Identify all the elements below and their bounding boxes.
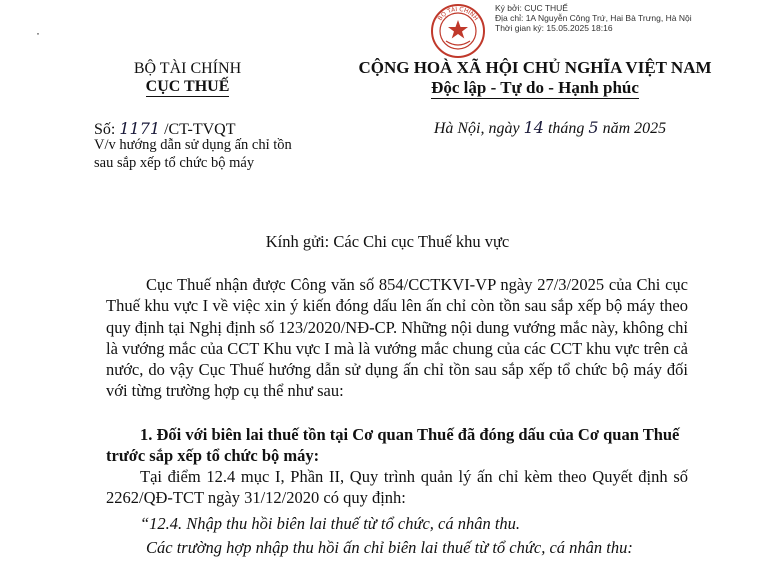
document-number: Số: 1171 /CT-TVQT — [94, 119, 236, 138]
document-subject: V/v hướng dẫn sử dụng ấn chỉ tồn sau sắp xếp tổ chức bộ máy — [94, 137, 292, 171]
handwritten-number: 1171 — [119, 119, 161, 138]
national-emblem-seal — [430, 3, 486, 59]
intro-paragraph: Cục Thuế nhận được Công văn số 854/CCTKVI-VP ngày 27/3/2025 của Chi cục Thuế khu vực I về việc xin ý kiến đóng dấu lên ấn chỉ còn tồn sau sắp xếp bộ máy theo quy định tại Nghị định số 123/2020/NĐ-CP. Những nội dung vướng mắc này, không chỉ là vướng mắc của CCT Khu vực I mà là vướng mắc chung của các CCT khu vực trên cả nước, do vậy Cục Thuế hướng dẫn sử dụng ấn chỉ tồn sau sắp xếp tổ chức bộ máy đối với từng trường hợp cụ thể như sau: — [106, 275, 688, 401]
stray-mark: · — [36, 26, 40, 40]
signing-time: Thời gian ký: 15.05.2025 18:16 — [495, 23, 613, 33]
regulation-paragraph: Tại điểm 12.4 mục I, Phần II, Quy trình quản lý ấn chỉ kèm theo Quyết định số 2262/QĐ-TCT ngày 31/12/2020 có quy định: — [106, 467, 688, 508]
recipient-line: Kính gửi: Các Chi cục Thuế khu vực — [265, 232, 510, 251]
handwritten-month: 5 — [588, 118, 599, 137]
department-name: CỤC THUẾ — [145, 78, 230, 95]
document-date: Hà Nội, ngày 14 tháng 5 năm 2025 — [433, 118, 667, 137]
handwritten-day: 14 — [523, 118, 544, 137]
svg-text:BỘ TÀI CHÍNH: BỘ TÀI CHÍNH — [436, 5, 480, 23]
national-motto: Độc lập - Tự do - Hạnh phúc — [431, 78, 639, 97]
national-title: CỘNG HOÀ XÃ HỘI CHỦ NGHĨA VIỆT NAM — [358, 58, 712, 77]
digital-signature-block — [495, 3, 692, 33]
quoted-clause-title: “12.4. Nhập thu hồi biên lai thuế từ tổ chức, cá nhân thu. — [140, 514, 521, 533]
section-heading-1: 1. Đối với biên lai thuế tồn tại Cơ quan Thuế đã đóng dấu của Cơ quan Thuế trước sắp xếp tổ chức bộ máy: — [106, 425, 680, 465]
quoted-clause-text: Các trường hợp nhập thu hồi ấn chỉ biên lai thuế từ tổ chức, cá nhân thu: — [146, 538, 633, 557]
signer-address: Địa chỉ: 1A Nguyễn Công Trứ, Hai Bà Trưng, Hà Nội — [495, 13, 692, 23]
ministry-name: BỘ TÀI CHÍNH — [133, 60, 242, 77]
signed-by: Ký bởi: CỤC THUẾ — [495, 3, 568, 13]
